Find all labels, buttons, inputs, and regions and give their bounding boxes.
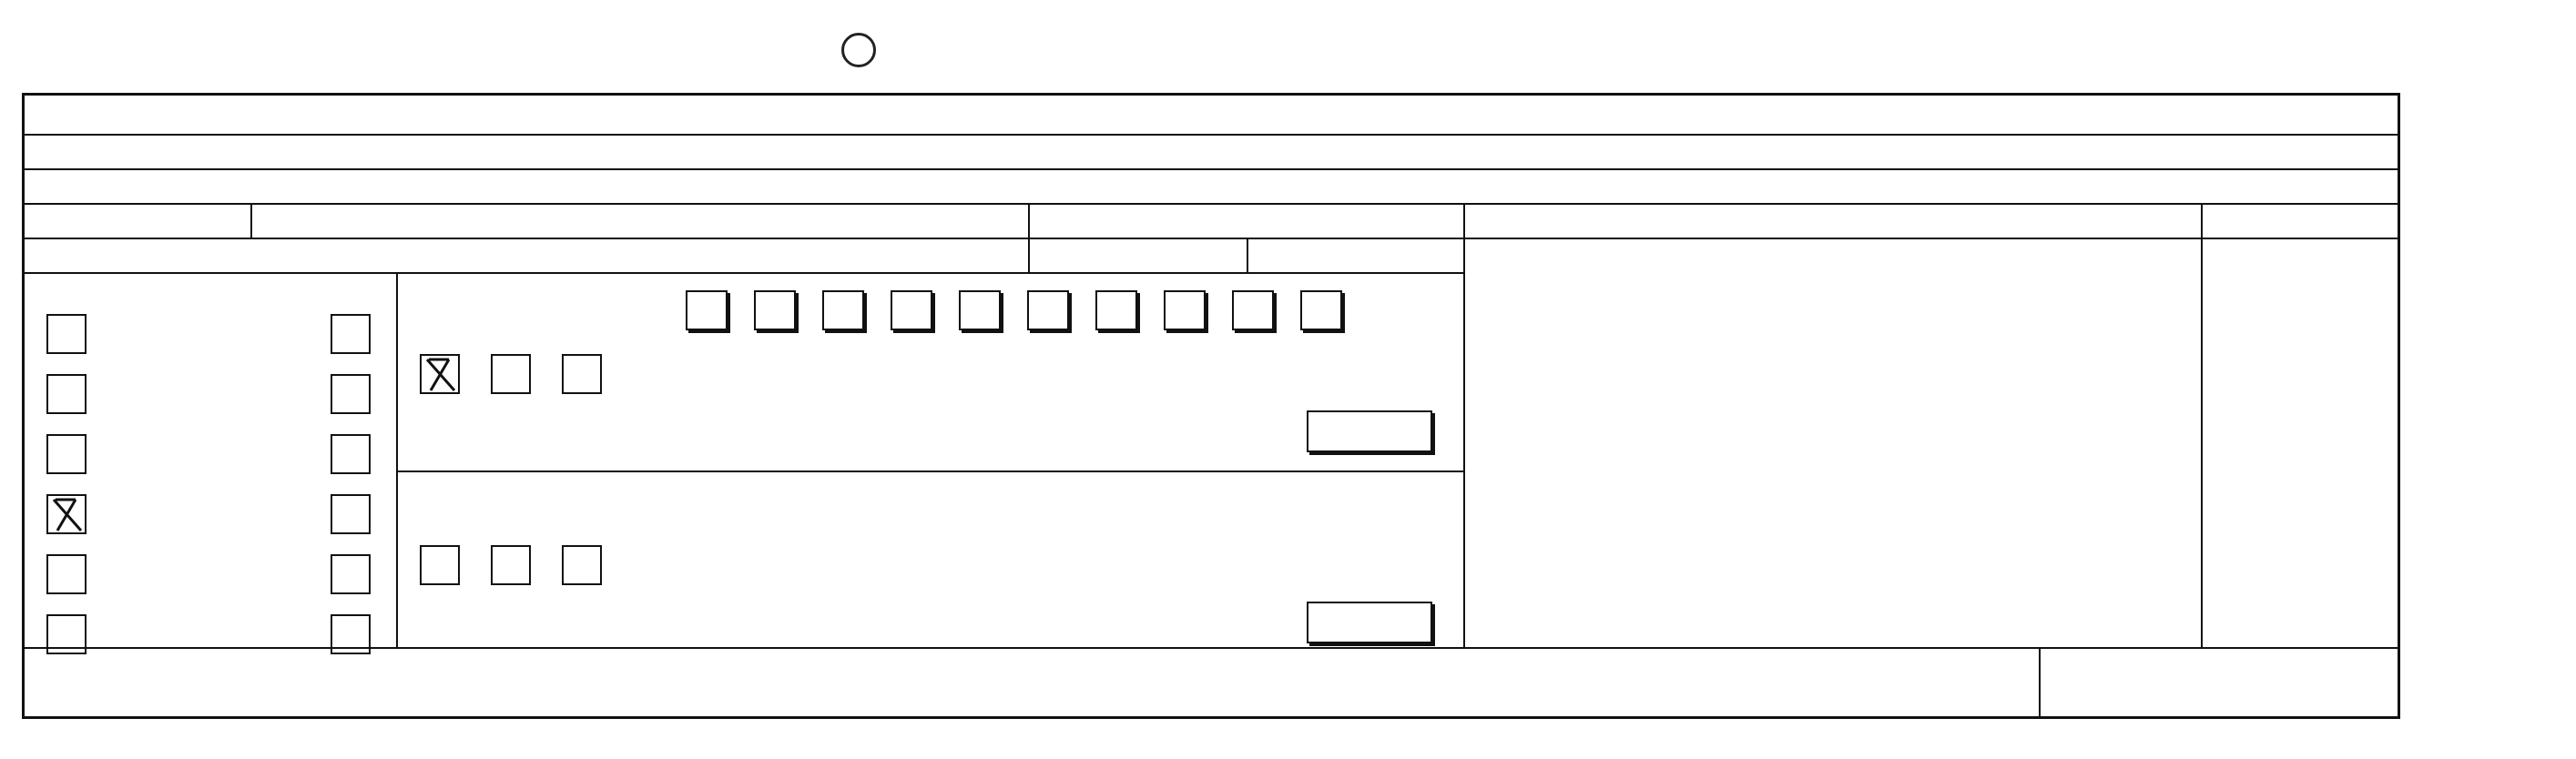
logo-emblem-icon [841,33,876,67]
visit1-day-box[interactable] [754,290,796,330]
visit1-day-box[interactable] [1027,290,1069,330]
status-v2-checkbox[interactable] [331,554,371,594]
visit2-month-checkbox[interactable] [562,545,602,585]
status-v1-checkbox[interactable] [46,314,87,354]
status-v1-checkbox[interactable] [46,374,87,414]
visit1-day-box[interactable] [1164,290,1206,330]
visit2-time[interactable] [1307,602,1432,643]
documento-field [261,205,278,234]
status-v2-checkbox[interactable] [331,374,371,414]
admision-field [1039,205,1055,234]
visit2-month-checkbox[interactable] [491,545,531,585]
visit1-day-box[interactable] [822,290,864,330]
status-v2-checkbox[interactable] [331,314,371,354]
visit1-day-box[interactable] [686,290,728,330]
status-v1-checkbox[interactable] [46,554,87,594]
status-v1-checkbox[interactable] [46,494,87,534]
visit1-day-box[interactable] [1232,290,1274,330]
visit2-month-checkbox[interactable] [420,545,460,585]
status-v2-checkbox[interactable] [331,434,371,474]
visit1-day-box[interactable] [959,290,1001,330]
visit1-month-checkbox[interactable] [420,354,460,394]
visit1-month-checkbox[interactable] [491,354,531,394]
observations-area[interactable] [2203,239,2398,647]
signature-area[interactable] [1465,239,2201,647]
visit1-day-box[interactable] [891,290,932,330]
status-v1-checkbox[interactable] [46,614,87,654]
visit1-month-checkbox[interactable] [562,354,602,394]
side-notice [2411,118,2511,628]
check-mark-icon [48,496,85,532]
check-mark-icon [422,356,458,392]
visit1-day-box[interactable] [1300,290,1342,330]
certipostal-logo [821,31,894,89]
visit1-day-box[interactable] [1095,290,1137,330]
status-v1-checkbox[interactable] [46,434,87,474]
status-v2-checkbox[interactable] [331,614,371,654]
guide-form [22,93,2400,719]
status-v2-checkbox[interactable] [331,494,371,534]
visit1-time[interactable] [1307,410,1432,452]
barcode [1497,31,2225,91]
